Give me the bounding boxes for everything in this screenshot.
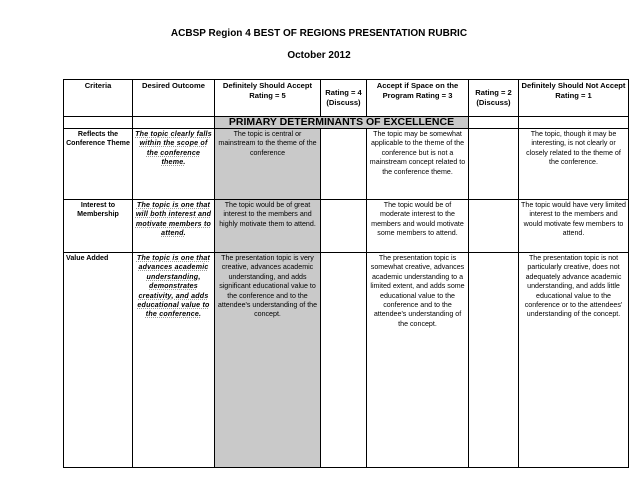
rating-4-cell: [321, 200, 367, 253]
rating-2-cell: [469, 253, 519, 468]
header-not-accept: Definitely Should Not Accept Rating = 1: [519, 80, 629, 117]
desired-outcome-cell: The topic is one that advances academic understanding, demonstrates creativity, and adds educational value to the conference.: [133, 253, 215, 468]
header-rating-4: Rating = 4 (Discuss): [321, 80, 367, 117]
criteria-cell: Interest to Membership: [64, 200, 133, 253]
section-band: PRIMARY DETERMINANTS OF EXCELLENCE: [215, 117, 469, 129]
band-blank: [519, 117, 629, 129]
criteria-cell: Reflects the Conference Theme: [64, 129, 133, 200]
table-row: [64, 129, 629, 200]
header-desired-outcome: Desired Outcome: [133, 80, 215, 117]
rating-2-cell: [469, 129, 519, 200]
section-band-row: [64, 117, 629, 129]
rating-3-cell: The topic would be of moderate interest to the members and would motivate some members to attend.: [367, 200, 469, 253]
table-row: [64, 200, 629, 253]
rating-5-cell: The presentation topic is very creative, advances academic understanding, and adds significant educational value to the conference and to the attendee's understanding of the concept.: [215, 253, 321, 468]
document-date: October 2012: [287, 50, 351, 61]
header-accept-if-space: Accept if Space on the Program Rating = 3: [367, 80, 469, 117]
rating-3-cell: The topic may be somewhat applicable to the theme of the conference but is not a mainstream concept related to the conference theme.: [367, 129, 469, 200]
rating-4-cell: [321, 129, 367, 200]
band-blank: [64, 117, 133, 129]
rating-1-cell: The topic would have very limited interest to the members and would motivate few members to attend.: [519, 200, 629, 253]
document-title: ACBSP Region 4 BEST OF REGIONS PRESENTATION RUBRIC: [170, 28, 468, 39]
header-rating-2: Rating = 2 (Discuss): [469, 80, 519, 117]
rating-1-cell: The presentation topic is not particularly creative, does not adequately advance academic understanding, and adds little educational value to the conference or to the attendees' understanding of the concept.: [519, 253, 629, 468]
rubric-table: [63, 79, 629, 468]
desired-outcome-cell: The topic clearly falls within the scope of the conference theme.: [133, 129, 215, 200]
rating-3-cell: The presentation topic is somewhat creative, advances academic understanding to a limited extent, and adds some educational value to the conference and to the attendee's understanding of the concept.: [367, 253, 469, 468]
band-blank: [469, 117, 519, 129]
header-definitely-accept: Definitely Should Accept Rating = 5: [215, 80, 321, 117]
rating-4-cell: [321, 253, 367, 468]
table-row: [64, 253, 629, 468]
header-row: [64, 80, 629, 117]
rating-5-cell: The topic is central or mainstream to the theme of the conference: [215, 129, 321, 200]
rating-5-cell: The topic would be of great interest to the members and highly motivate them to attend.: [215, 200, 321, 253]
criteria-cell: Value Added: [64, 253, 133, 468]
desired-outcome-cell: The topic is one that will both interest and motivate members to attend.: [133, 200, 215, 253]
header-criteria: Criteria: [64, 80, 133, 117]
rating-2-cell: [469, 200, 519, 253]
band-blank: [133, 117, 215, 129]
rating-1-cell: The topic, though it may be interesting, is not clearly or closely related to the theme of the conference.: [519, 129, 629, 200]
